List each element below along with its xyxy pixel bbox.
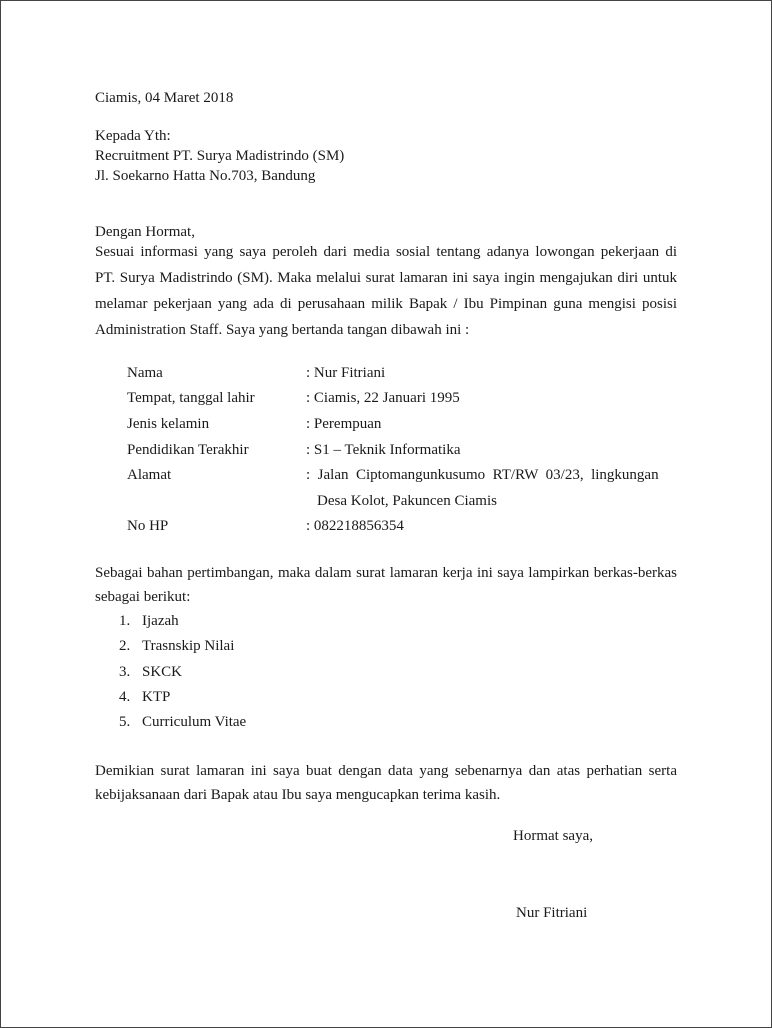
detail-label-address: Alamat xyxy=(127,467,172,483)
detail-value-education: : S1 – Teknik Informatika xyxy=(306,442,461,458)
place-date: Ciamis, 04 Maret 2018 xyxy=(95,90,234,106)
detail-value-address: : Jalan Ciptomangunkusumo RT/RW 03/23, lingkungan xyxy=(306,467,659,483)
list-item: Curriculum Vitae xyxy=(142,714,247,730)
list-item-number: 5. xyxy=(119,714,131,730)
recipient-line-2: Recruitment PT. Surya Madistrindo (SM) xyxy=(95,148,345,164)
list-item: SKCK xyxy=(142,664,183,680)
list-item: Trasnskip Nilai xyxy=(142,638,235,654)
closing-line-2: kebijaksanaan dari Bapak atau Ibu saya mengucapkan terima kasih. xyxy=(95,787,501,803)
intro-line-1: Sesuai informasi yang saya peroleh dari media sosial tentang adanya lowongan pekerjaan di xyxy=(95,244,677,260)
recipient-line-1: Kepada Yth: xyxy=(95,128,171,144)
detail-label-phone: No HP xyxy=(127,518,169,534)
recipient-line-3: Jl. Soekarno Hatta No.703, Bandung xyxy=(95,168,316,184)
attachment-intro-line-2: sebagai berikut: xyxy=(95,589,191,605)
list-item: Ijazah xyxy=(142,613,179,629)
detail-value-address-2: Desa Kolot, Pakuncen Ciamis xyxy=(317,493,497,509)
list-item-number: 1. xyxy=(119,613,131,629)
detail-value-gender: : Perempuan xyxy=(306,416,382,432)
intro-line-2: PT. Surya Madistrindo (SM). Maka melalui surat lamaran ini saya ingin mengajukan diri untuk xyxy=(95,270,677,286)
signer-name: Nur Fitriani xyxy=(516,905,588,921)
detail-label-name: Nama xyxy=(127,365,163,381)
list-item: KTP xyxy=(142,689,171,705)
list-item-number: 3. xyxy=(119,664,131,680)
list-item-number: 2. xyxy=(119,638,131,654)
detail-value-phone: : 082218856354 xyxy=(306,518,404,534)
list-item-number: 4. xyxy=(119,689,131,705)
detail-label-education: Pendidikan Terakhir xyxy=(127,442,249,458)
intro-line-3: melamar pekerjaan yang ada di perusahaan milik Bapak / Ibu Pimpinan guna mengisi posisi xyxy=(95,296,677,312)
detail-value-name: : Nur Fitriani xyxy=(306,365,386,381)
intro-line-4: Administration Staff. Saya yang bertanda tangan dibawah ini : xyxy=(95,322,470,338)
attachment-intro-line-1: Sebagai bahan pertimbangan, maka dalam surat lamaran kerja ini saya lampirkan berkas-berkas xyxy=(95,565,677,581)
detail-label-gender: Jenis kelamin xyxy=(127,416,210,432)
detail-label-birth: Tempat, tanggal lahir xyxy=(127,390,255,406)
sign-off: Hormat saya, xyxy=(513,828,593,844)
detail-value-birth: : Ciamis, 22 Januari 1995 xyxy=(306,390,460,406)
closing-line-1: Demikian surat lamaran ini saya buat dengan data yang sebenarnya dan atas perhatian serta xyxy=(95,763,677,779)
greeting: Dengan Hormat, xyxy=(95,224,195,240)
